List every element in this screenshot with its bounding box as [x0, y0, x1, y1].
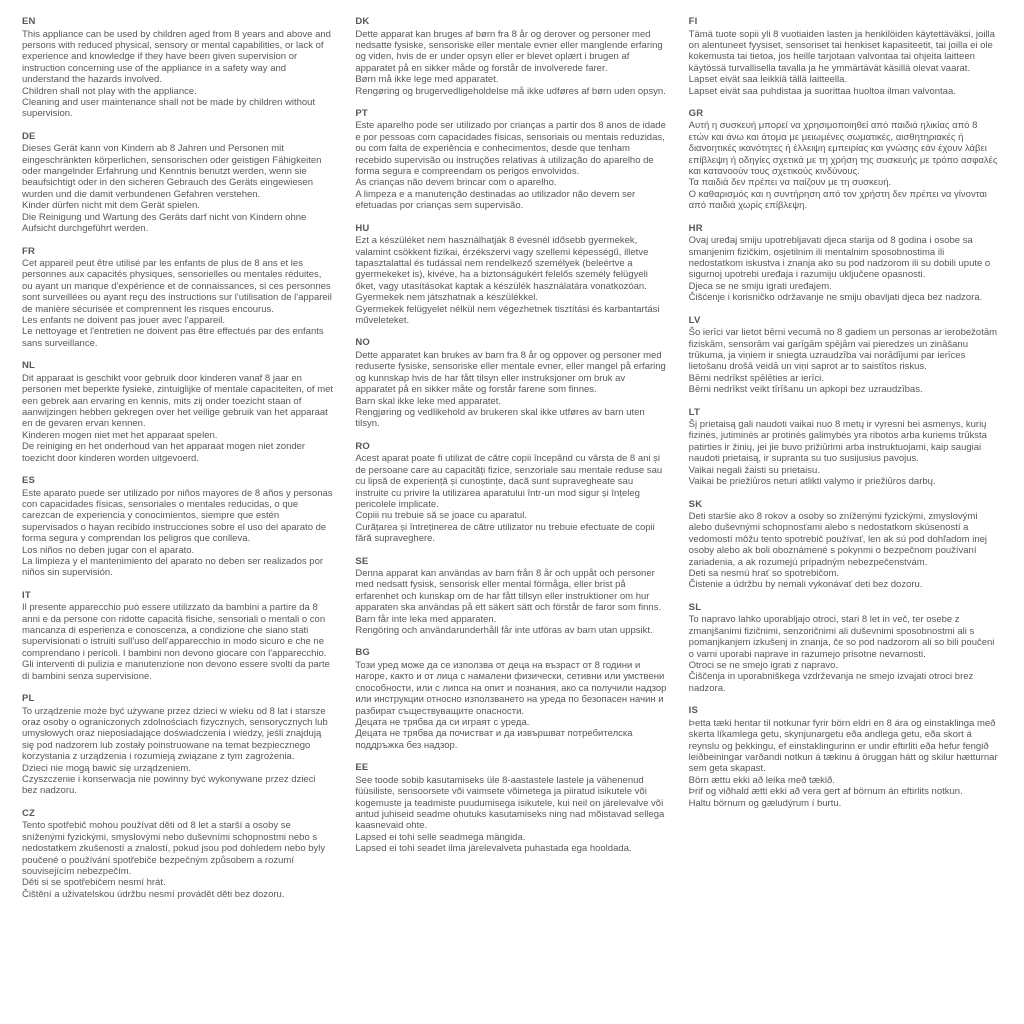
language-code: FR	[22, 245, 36, 257]
language-code: GR	[688, 107, 704, 119]
instruction-paragraph: Децата не трябва да почистват и да извършват потребителска поддръжка без надзор.	[355, 728, 633, 751]
instruction-paragraph: This appliance can be used by children aged from 8 years and above and persons with reduced physical, sensory or mental capabilities, or lack of experience and knowledge if they have been given supervision or instruction concerning use of the appliance in a safety way and understand the hazards involved.	[22, 28, 331, 86]
instruction-paragraph: Este aparelho pode ser utilizado por crianças a partir dos 8 anos de idade e por pessoas com capacidades físicas, sensoriais ou mentais reduzidas, ou com falta de experiência e conhecimentos, desde que tenham recebido supervisão ou instruções relativas à utilização do aparelho de forma segura e compreendam os perigos envolvidos.	[355, 120, 666, 178]
language-section-bg	[355, 647, 666, 751]
instruction-paragraph: Los niños no deben jugar con el aparato.	[22, 544, 195, 556]
language-code: FI	[688, 16, 698, 27]
instruction-paragraph: Τα παιδιά δεν πρέπει να παίζουν με τη συσκευή.	[688, 177, 892, 189]
instruction-paragraph: Deti staršie ako 8 rokov a osoby so zníženými fyzickými, zmyslovými alebo duševnými schopnosťami alebo s nedostatkom skúseností a vedomostí môžu tento spotrebič používať, len ak sú pod dohľadom inej osoby alebo ak boli oboznámené s pokynmi o bezpečnom používaní zariadenia, a ak rozumejú prípadným nebezpečenstvám.	[688, 511, 988, 568]
language-code: LV	[688, 314, 701, 326]
instruction-paragraph: A limpeza e a manutenção destinadas ao utilizador não devem ser efetuadas por crianças sem supervisão.	[355, 188, 636, 212]
language-section-it	[22, 590, 333, 682]
instruction-paragraph: Otroci se ne smejo igrati z napravo.	[688, 659, 839, 671]
instruction-paragraph: Djeca se ne smiju igrati uređajem.	[688, 280, 832, 292]
instruction-paragraph: Il presente apparecchio può essere utilizzato da bambini a partire da 8 anni e da persone con ridotte capacità fisiche, sensoriali o mentali o con mancanza di esperienza e conoscenza, a condizione che siano stati supervisionati o istruiti sull'uso dell'apparecchio in modo sicuro e che ne comprendano i pericoli. I bambini non devono giocare con l'apparecchio.	[22, 602, 327, 659]
language-code: ES	[22, 475, 36, 486]
instruction-paragraph: Dzieci nie mogą bawić się urządzeniem.	[22, 762, 191, 774]
column-2	[355, 16, 666, 866]
instruction-paragraph: Denna apparat kan användas av barn från 8 år och uppåt och personer med nedsatt fysisk, sensorisk eller mental förmåga, eller brist på erfarenhet och kunskap om de har fått tillsyn eller instruktioner om hur apparaten ska användas på ett säkert sätt och förstår de faror som finns.	[355, 568, 662, 614]
language-section-dk	[355, 16, 666, 97]
language-code: IS	[688, 705, 699, 717]
instruction-paragraph: Čistenie a údržbu by nemali vykonávať deti bez dozoru.	[688, 579, 923, 591]
instruction-paragraph: Dieses Gerät kann von Kindern ab 8 Jahren und Personen mit eingeschränkten körperlichen, sensorischen oder geistigen Fähigkeiten oder mangelnder Erfahrung und Kenntnis benutzt werden, wenn sie beaufsichtigt oder in den sicheren Gebrauch des Geräts eingewiesen wurden und die damit verbundenen Gefahren verstehen.	[22, 143, 322, 200]
language-code: CZ	[22, 807, 36, 819]
language-section-fi	[689, 16, 1000, 97]
language-code: PT	[355, 107, 368, 119]
instruction-paragraph: Gyermekek nem játszhatnak a készülékkel.	[355, 292, 539, 304]
instruction-paragraph: Acest aparat poate fi utilizat de către copii începând cu vârsta de 8 ani și de persoane care au capacități fizice, senzoriale sau mentale reduse sau cu lipsă de experiență și cunoștințe, dacă sunt supravegheate sau instruite cu privire la utilizarea aparatului într-un mod sigur și înțeleg pericolele implicate.	[355, 453, 663, 510]
instruction-paragraph: Ovaj uređaj smiju upotrebljavati djeca starija od 8 godina i osobe sa smanjenim fizičkim, osjetilnim ili mentalnim sposobnostima ili nedostatkom iskustva i znanja ako su pod nadzorom ili su dobili upute o sigurnoj upotrebi uređaja i razumiju uključene opasnosti.	[688, 235, 991, 281]
language-section-hu	[355, 223, 666, 327]
instruction-paragraph: To napravo lahko uporabljajo otroci, stari 8 let in več, ter osebe z zmanjšanimi fizičnimi, senzoričnimi ali duševnimi sposobnostmi ali s pomanjkanjem izkušenj in znanja, če so pod nadzorom ali so bili poučeni o varni uporabi naprave in razumejo prisotne nevarnosti.	[688, 614, 995, 660]
language-section-gr	[689, 108, 1000, 212]
language-code: NL	[22, 360, 36, 372]
instruction-paragraph: Čiščenja in uporabniškega vzdrževanja ne smejo izvajati otroci brez nadzora.	[688, 671, 974, 694]
instruction-paragraph: Lapset eivät saa leikkiä tällä laitteella.	[688, 74, 848, 86]
instruction-paragraph: Šo ierīci var lietot bērni vecumā no 8 gadiem un personas ar ierobežotām fiziskām, sensorām vai garīgām spējām vai pieredzes un zināšanu trūkuma, ja viņiem ir sniegta uzraudzība vai norādījumi par ierīces lietošanu drošā veidā un viņi saprot ar to saistītos riskus.	[688, 327, 998, 373]
language-code: NO	[355, 337, 370, 349]
instruction-paragraph: Gyermekek felügyelet nélkül nem végezhetnek tisztítási és karbantartási műveleteket.	[355, 303, 660, 327]
language-section-en	[22, 16, 333, 120]
language-section-cz	[22, 808, 333, 900]
language-code: HU	[355, 222, 370, 234]
instruction-paragraph: As crianças não devem brincar com o aparelho.	[355, 177, 557, 189]
language-section-nl	[22, 360, 333, 464]
columns	[22, 16, 1000, 911]
instruction-paragraph: See toode sobib kasutamiseks üle 8-aastastele lastele ja vähenenud füüsiliste, sensoorsete või vaimsete võimetega ja piiratud isikutele või kogemuste ja teadmiste puudumisega isikutele, kui neil on järelevalve või antud juhiseid seadme ohutuks kasutamiseks ning nad mõistavad sellega kaasnevaid ohte.	[355, 774, 665, 832]
instruction-paragraph: Barn skal ikke leke med apparatet.	[355, 395, 502, 407]
instruction-paragraph: Bērni nedrīkst veikt tīrīšanu un apkopi bez uzraudzības.	[688, 384, 923, 396]
language-section-es	[22, 475, 333, 579]
language-code: DE	[22, 130, 36, 142]
instruction-paragraph: Čištění a uživatelskou údržbu nesmí provádět děti bez dozoru.	[22, 888, 285, 900]
instruction-paragraph: Čišćenje i korisničko održavanje ne smiju obavljati djeca bez nadzora.	[688, 292, 983, 304]
instruction-paragraph: Ezt a készüléket nem használhatják 8 évesnél idősebb gyermekek, valamint csökkent fizikai, érzékszervi vagy szellemi képességű, illetve tapasztalattal és tudással nem rendelkező személyek (beleértve a gyermekeket is), kivéve, ha a biztonságukért felelős személy felügyeli őket, vagy utasításokat kaptak a készülék használatára vonatkozóan.	[355, 235, 649, 292]
instruction-paragraph: Vaikai negali žaisti su prietaisu.	[688, 464, 820, 476]
instruction-paragraph: Този уред може да се използва от деца на възраст от 8 години и нагоре, както и от лица с намалени физически, сетивни или умствени способности, или с липса на опит и познания, ако са получили надзор или инструкции относно използването на уреда по безопасен начин и разбират съществуващите опасности.	[355, 659, 667, 717]
instruction-paragraph: Barn får inte leka med apparaten.	[355, 613, 497, 625]
instruction-paragraph: Децата не трябва да си играят с уреда.	[355, 717, 530, 728]
instruction-paragraph: Este aparato puede ser utilizado por niños mayores de 8 años y personas con capacidades físicas, sensoriales o mentales reducidas, o que carezcan de experiencia y conocimientos, siempre que estén supervisados o hayan recibido instrucciones sobre el uso del aparato de forma segura y comprendan los peligros que conlleva.	[22, 487, 333, 545]
instruction-paragraph: Le nettoyage et l'entretien ne doivent pas être effectués par des enfants sans surveillance.	[22, 326, 324, 349]
language-code: DK	[355, 16, 370, 27]
instruction-paragraph: Šį prietaisą gali naudoti vaikai nuo 8 metų ir vyresni bei asmenys, kurių fizinės, jutiminės ar protinės galimybės yra ribotos arba kuriems trūksta patirties ir žinių, jei jie buvo prižiūrimi arba instruktuojami, kaip saugiai naudoti prietaisą, ir supranta su tuo susijusius pavojus.	[688, 419, 987, 465]
language-section-hr	[689, 223, 1000, 304]
language-section-se	[355, 556, 666, 637]
instruction-paragraph: Cleaning and user maintenance shall not be made by children without supervision.	[22, 96, 316, 120]
language-section-sk	[689, 499, 1000, 591]
instruction-paragraph: Rengøring og brugervedligeholdelse må ikke udføres af børn uden opsyn.	[355, 85, 666, 97]
language-code: RO	[355, 440, 370, 452]
language-section-de	[22, 131, 333, 235]
language-section-pt	[355, 108, 666, 212]
instruction-paragraph: Kinder dürfen nicht mit dem Gerät spielen.	[22, 200, 200, 212]
instruction-paragraph: Die Reinigung und Wartung des Geräts darf nicht von Kindern ohne Aufsicht durchgeführt werden.	[22, 211, 307, 235]
language-section-is	[689, 705, 1000, 809]
language-section-ee	[355, 762, 666, 854]
instruction-paragraph: Bērni nedrīkst spēlēties ar ierīci.	[688, 372, 824, 384]
instruction-paragraph: Cet appareil peut être utilisé par les enfants de plus de 8 ans et les personnes aux capacités physiques, sensorielles ou mentales réduites, ou ayant un manque d'expérience et de connaissances, si ces personnes sont surveillées ou ayant reçu des instructions sur l'utilisation de l'appareil de manière sécurisée et comprennent les risques encourus.	[22, 258, 332, 315]
language-code: BG	[355, 647, 370, 659]
language-code: IT	[22, 589, 31, 601]
instruction-paragraph: Þetta tæki hentar til notkunar fyrir börn eldri en 8 ára og einstaklinga með skerta líkamlega getu, skynjunargetu eða andlega getu, eða skort á reynslu og þekkingu, ef einstaklingurinn er undir eftirliti eða hefur fengið leiðbeiningar varðandi notkun á tækinu á öruggan hátt og skilur hætturnar sem geta skapast.	[688, 717, 998, 775]
language-code: LT	[688, 406, 700, 418]
instruction-paragraph: De reiniging en het onderhoud van het apparaat mogen niet zonder toezicht door kinderen worden uitgevoerd.	[22, 441, 306, 464]
instruction-paragraph: Dette apparat kan bruges af børn fra 8 år og derover og personer med nedsatte fysiske, sensoriske eller mentale evner eller manglende erfaring og viden, hvis de er under opsyn eller er blevet oplært i brugen af apparatet på en sikker måde og forstår de involverede farer.	[355, 28, 663, 74]
language-code: PL	[22, 693, 35, 705]
instruction-paragraph: Lapsed ei tohi seadet ilma järelevalveta puhastada ega hooldada.	[355, 843, 632, 855]
instruction-paragraph: Curățarea și întreținerea de către utilizator nu trebuie efectuate de copii fără supraveghere.	[355, 521, 655, 545]
column-3	[689, 16, 1000, 820]
instruction-paragraph: Deti sa nesmú hrať so spotrebičom.	[688, 568, 840, 580]
language-code: HR	[688, 222, 703, 234]
language-code: SL	[688, 601, 702, 613]
instruction-paragraph: Ο καθαρισμός και η συντήρηση από τον χρήστη δεν πρέπει να γίνονται από παιδιά χωρίς επίβλεψη.	[688, 188, 987, 212]
instruction-paragraph: Czyszczenie i konserwacja nie powinny być wykonywane przez dzieci bez nadzoru.	[22, 774, 316, 797]
instruction-paragraph: To urządzenie może być używane przez dzieci w wieku od 8 lat i starsze oraz osoby o ograniczonych zdolnościach fizycznych, sensorycznych lub umysłowych oraz nieposiadające doświadczenia i wiedzy, jeśli znajdują się pod nadzorem lub zostały poinstruowane na temat bezpiecznego korzystania z urządzenia i rozumieją związane z tym zagrożenia.	[22, 705, 328, 763]
language-code: EE	[355, 762, 369, 774]
instruction-paragraph: Vaikai be priežiūros neturi atlikti valymo ir priežiūros darbų.	[688, 476, 936, 488]
language-section-lv	[689, 315, 1000, 396]
instruction-paragraph: Dit apparaat is geschikt voor gebruik door kinderen vanaf 8 jaar en personen met beperkte fysieke, zintuiglijke of mentale capaciteiten, of met een gebrek aan ervaring en kennis, mits zij onder toezicht staan of aanwijzingen hebben gekregen over het veilige gebruik van het apparaat en de gevaren ervan kennen.	[22, 372, 334, 430]
instruction-paragraph: Gli interventi di pulizia e manutenzione non devono essere svolti da parte di bambini senza supervisione.	[22, 659, 330, 682]
language-code: SK	[688, 498, 703, 510]
instruction-paragraph: Lapset eivät saa puhdistaa ja suorittaa huoltoa ilman valvontaa.	[688, 85, 956, 97]
language-section-ro	[355, 441, 666, 545]
instruction-paragraph: Dette apparatet kan brukes av barn fra 8 år og oppover og personer med reduserte fysiske, sensoriske eller mentale evner, eller mangel på erfaring og kunnskap hvis de har fått tilsyn eller instruksjoner om bruk av apparatet på en sikker måte og forstår farene som finnes.	[355, 349, 666, 396]
language-code: EN	[22, 16, 36, 27]
language-section-pl	[22, 693, 333, 797]
instruction-paragraph: Αυτή η συσκευή μπορεί να χρησιμοποιηθεί από παιδιά ηλικίας από 8 ετών και άνω και άτομα με μειωμένες σωματικές, αισθητηριακές ή διανοητικές ικανότητες ή έλλειψη εμπειρίας και γνώσης εάν έχουν λάβει επίβλεψη ή οδηγίες σχετικά με τη χρήση της συσκευής με τρόπο ασφαλές και κατανοούν τους σχετικούς κινδύνους.	[688, 120, 998, 178]
language-section-no	[355, 337, 666, 429]
instruction-paragraph: Les enfants ne doivent pas jouer avec l'appareil.	[22, 315, 226, 327]
language-section-sl	[689, 602, 1000, 694]
instruction-paragraph: Haltu börnum og gæludýrum í burtu.	[688, 797, 842, 809]
instruction-paragraph: Børn må ikke lege med apparatet.	[355, 74, 499, 86]
instruction-paragraph: Tento spotřebič mohou používat děti od 8 let a starší a osoby se sníženými fyzickými, smyslovými nebo duševními schopnostmi nebo s nedostatkem zkušeností a znalostí, pokud jsou pod dohledem nebo byly poučené o používání spotřebiče bezpečným způsobem a rozumí souvisejícím nebezpečím.	[22, 820, 326, 877]
instruction-paragraph: Þrif og viðhald ætti ekki að vera gert af börnum án eftirlits notkun.	[688, 786, 963, 798]
instruction-paragraph: Rengöring och användarunderhåll får inte utföras av barn utan uppsikt.	[355, 625, 653, 637]
instruction-paragraph: Children shall not play with the appliance.	[22, 85, 197, 97]
instruction-paragraph: Rengjøring og vedlikehold av brukeren skal ikke utføres av barn uten tilsyn.	[355, 406, 645, 430]
instruction-paragraph: Tämä tuote sopii yli 8 vuotiaiden lasten ja henkilöiden käytettäväksi, joilla on alentuneet fyysiset, sensoriset tai henkiset kapasiteetit, tai joilla ei ole kokemusta tai tietoa, jos heille tarjotaan valvontaa tai ohjeita laitteen käytössä turvallisella tavalla ja he ymmärtävät käsillä olevat vaarat.	[688, 28, 995, 74]
instruction-paragraph: Kinderen mogen niet met het apparaat spelen.	[22, 429, 218, 441]
instruction-paragraph: La limpieza y el mantenimiento del aparato no deben ser realizados por niños sin supervisión.	[22, 555, 324, 579]
instruction-paragraph: Copiii nu trebuie să se joace cu aparatul.	[355, 510, 527, 522]
instruction-paragraph: Děti si se spotřebičem nesmí hrát.	[22, 877, 166, 889]
language-code: SE	[355, 555, 369, 567]
language-section-fr	[22, 246, 333, 350]
language-section-lt	[689, 407, 1000, 488]
instruction-paragraph: Börn ættu ekki að leika með tækið.	[688, 774, 835, 786]
instruction-paragraph: Lapsed ei tohi selle seadmega mängida.	[355, 831, 526, 843]
column-1	[22, 16, 333, 911]
